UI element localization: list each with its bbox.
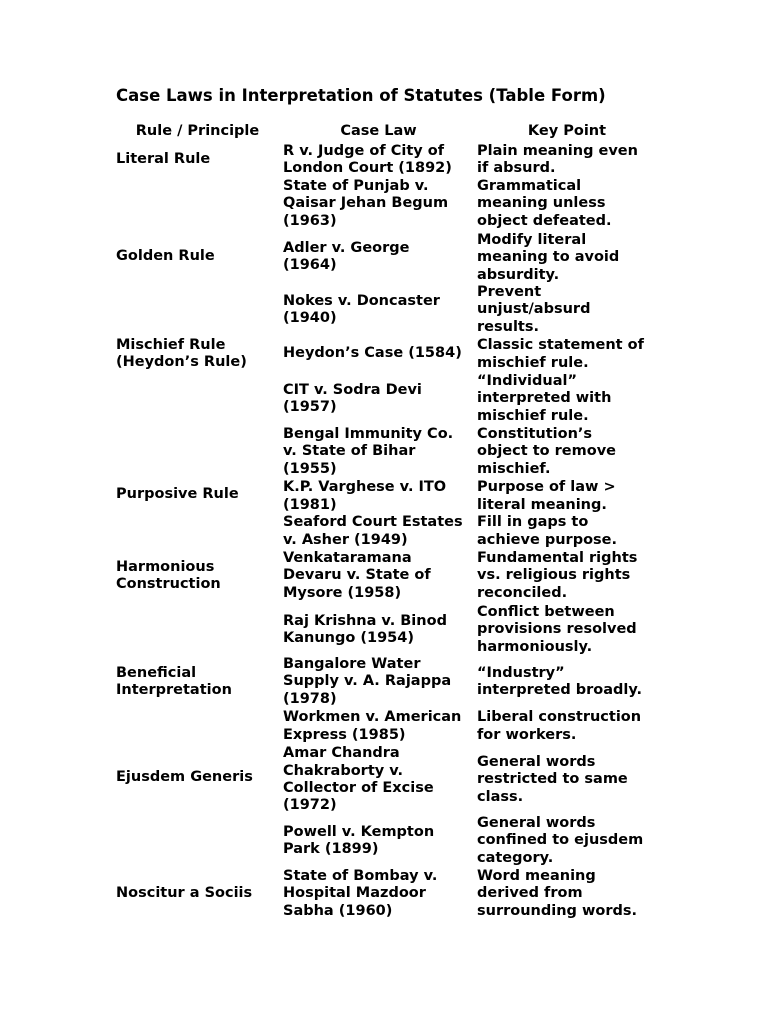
key-point-cell: Fill in gaps to achieve purpose. bbox=[477, 514, 618, 548]
key-point-cell: Word meaning derived from surrounding words. bbox=[477, 868, 637, 919]
rule-harmonious: Harmonious Construction bbox=[116, 558, 221, 592]
case-law-cell: Heydon’s Case (1584) bbox=[283, 345, 462, 362]
key-point-cell: Plain meaning even if absurd. bbox=[477, 142, 638, 176]
case-law-cell: Raj Krishna v. Binod Kanungo (1954) bbox=[283, 612, 447, 646]
key-point-cell: Classic statement of mischief rule. bbox=[477, 337, 644, 371]
case-law-cell: Amar Chandra Chakraborty v. Collector of Excise (1972) bbox=[283, 745, 434, 814]
column-header-rule: Rule / Principle bbox=[135, 123, 260, 139]
case-law-cell: State of Punjab v. Qaisar Jehan Begum (1963) bbox=[283, 178, 449, 229]
key-point-cell: Grammatical meaning unless object defeated. bbox=[477, 178, 612, 229]
rule-noscitur-a-sociis: Noscitur a Sociis bbox=[116, 885, 253, 902]
key-point-cell: Fundamental rights vs. religious rights reconciled. bbox=[477, 550, 638, 601]
key-point-cell: Prevent unjust/absurd results. bbox=[477, 284, 591, 335]
rule-purposive: Purposive Rule bbox=[116, 486, 239, 503]
case-law-cell: Venkataramana Devaru v. State of Mysore (1958) bbox=[283, 550, 431, 601]
rule-ejusdem-generis: Ejusdem Generis bbox=[116, 769, 253, 786]
column-header-case-law: Case Law bbox=[340, 123, 417, 139]
rule-literal: Literal Rule bbox=[116, 151, 211, 168]
case-law-cell: State of Bombay v. Hospital Mazdoor Sabha (1960) bbox=[283, 868, 438, 919]
key-point-cell: Constitution’s object to remove mischief. bbox=[477, 426, 617, 477]
rule-beneficial: Beneficial Interpretation bbox=[116, 664, 232, 698]
key-point-cell: General words restricted to same class. bbox=[477, 754, 628, 805]
case-law-cell: Workmen v. American Express (1985) bbox=[283, 709, 462, 743]
case-law-cell: Powell v. Kempton Park (1899) bbox=[283, 823, 435, 857]
key-point-cell: Modify literal meaning to avoid absurdity. bbox=[477, 232, 620, 283]
key-point-cell: General words confined to ejusdem category. bbox=[477, 815, 644, 866]
key-point-cell: “Industry” interpreted broadly. bbox=[477, 664, 643, 698]
case-law-cell: K.P. Varghese v. ITO (1981) bbox=[283, 479, 447, 513]
case-law-cell: CIT v. Sodra Devi (1957) bbox=[283, 381, 422, 415]
case-law-cell: Nokes v. Doncaster (1940) bbox=[283, 292, 440, 326]
case-law-cell: Adler v. George (1964) bbox=[283, 239, 410, 273]
document-title: Case Laws in Interpretation of Statutes (Table Form) bbox=[116, 86, 606, 105]
key-point-cell: Conflict between provisions resolved harmoniously. bbox=[477, 604, 637, 655]
key-point-cell: “Individual” interpreted with mischief rule. bbox=[477, 373, 612, 424]
case-law-cell: R v. Judge of City of London Court (1892) bbox=[283, 142, 452, 176]
case-law-cell: Bangalore Water Supply v. A. Rajappa (1978) bbox=[283, 656, 452, 707]
rule-golden: Golden Rule bbox=[116, 248, 215, 265]
key-point-cell: Liberal construction for workers. bbox=[477, 709, 642, 743]
key-point-cell: Purpose of law > literal meaning. bbox=[477, 479, 616, 513]
column-header-key-point: Key Point bbox=[527, 123, 607, 139]
case-law-cell: Seaford Court Estates v. Asher (1949) bbox=[283, 514, 463, 548]
rule-mischief: Mischief Rule (Heydon’s Rule) bbox=[116, 336, 247, 370]
case-law-cell: Bengal Immunity Co. v. State of Bihar (1955) bbox=[283, 426, 454, 477]
